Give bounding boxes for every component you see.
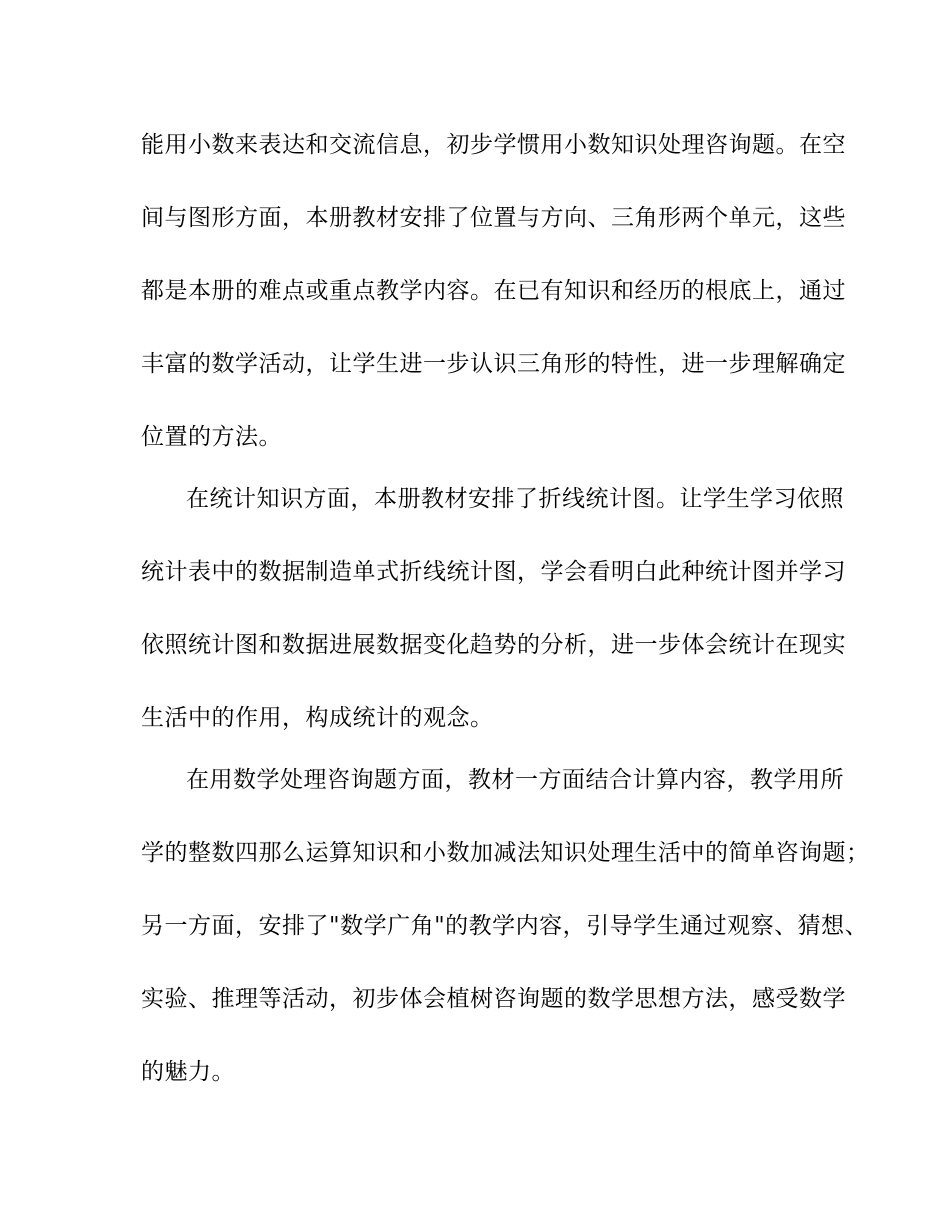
text-line: 丰富的数学活动，让学生进一步认识三角形的特性，进一步理解确定 (141, 351, 846, 377)
text-line: 依照统计图和数据进展数据变化趋势的分析，进一步体会统计在现实 (141, 632, 846, 658)
paragraph-first-line: 在统计知识方面，本册教材安排了折线统计图。让学生学习依照 (186, 486, 844, 512)
text-line: 能用小数来表达和交流信息，初步学惯用小数知识处理咨询题。在空 (141, 132, 846, 158)
text-line: 都是本册的难点或重点教学内容。在已有知识和经历的根底上，通过 (141, 278, 846, 304)
text-line: 生活中的作用，构成统计的观念。 (141, 705, 494, 731)
text-line: 实验、推理等活动，初步体会植树咨询题的数学思想方法，感受数学 (141, 986, 846, 1012)
text-line: 统计表中的数据制造单式折线统计图，学会看明白此种统计图并学习 (141, 559, 846, 585)
paragraph-first-line: 在用数学处理咨询题方面，教材一方面结合计算内容，教学用所 (186, 767, 844, 793)
text-line: 的魅力。 (141, 1059, 235, 1085)
text-line: 另一方面，安排了"数学广角"的教学内容，引导学生通过观察、猜想、 (141, 913, 869, 939)
text-line: 位置的方法。 (141, 424, 282, 450)
text-line: 学的整数四那么运算知识和小数加减法知识处理生活中的简单咨询题； (141, 840, 870, 866)
text-line: 间与图形方面，本册教材安排了位置与方向、三角形两个单元，这些 (141, 205, 846, 231)
